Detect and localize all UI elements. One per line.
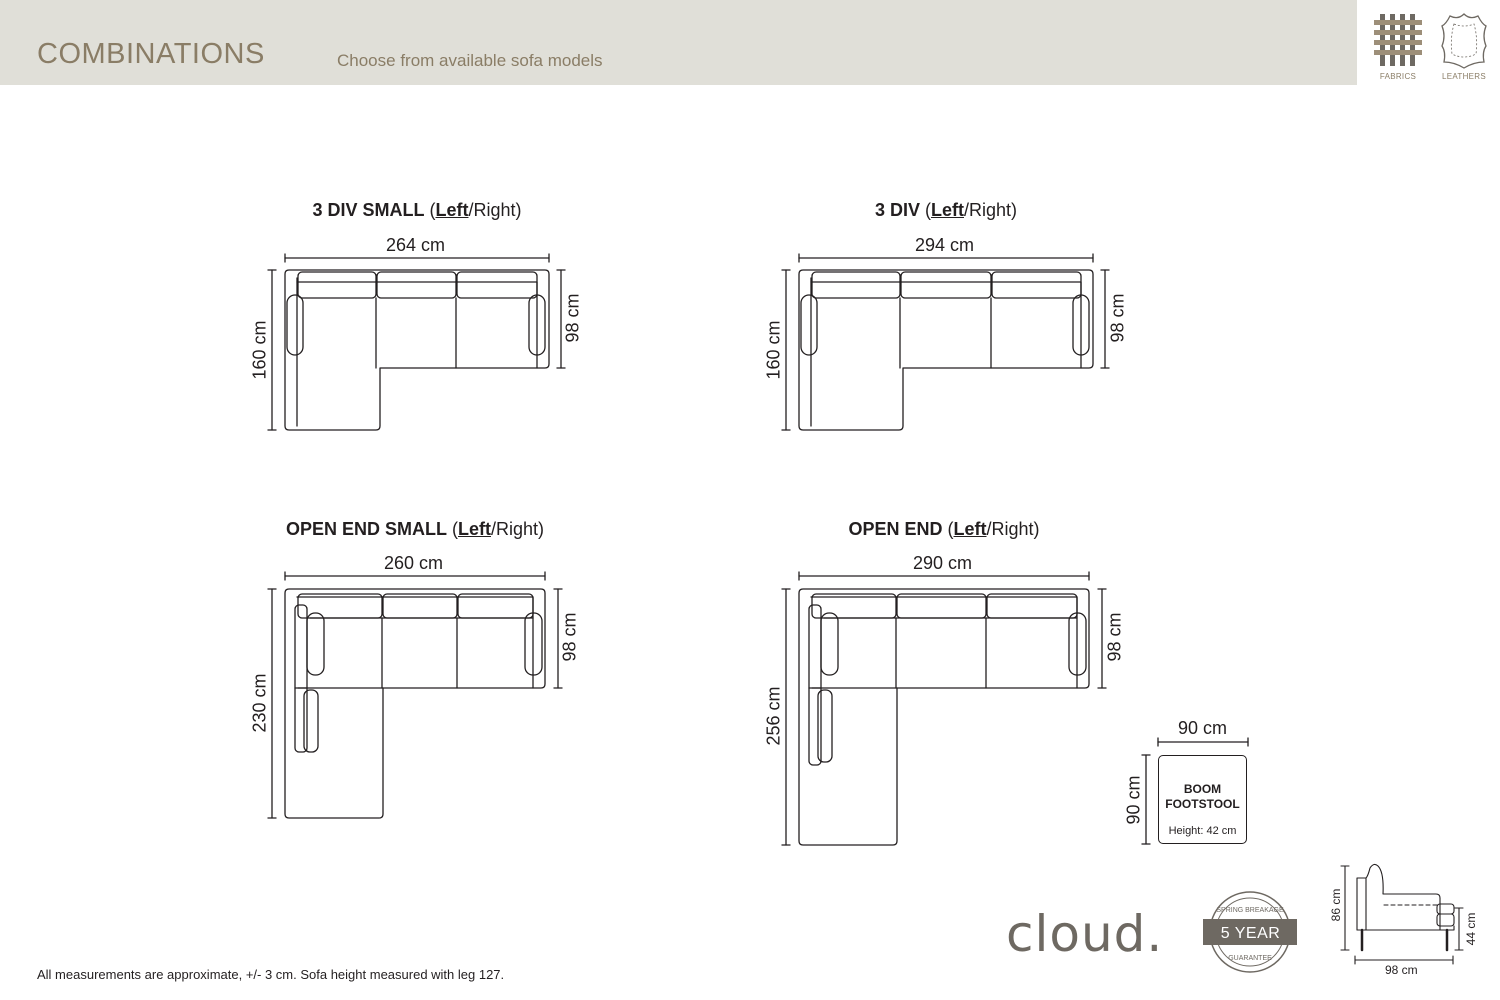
fabrics-label: FABRICS: [1379, 72, 1417, 81]
depth-label: 256 cm: [763, 686, 784, 746]
side-seat-height-label: 44 cm: [1464, 912, 1478, 946]
depth-label: 230 cm: [249, 673, 270, 733]
footstool-depth-label: 90 cm: [1123, 775, 1144, 825]
seat-depth-label: 98 cm: [1104, 612, 1125, 662]
footstool-name-line1: BOOM: [1183, 782, 1222, 796]
model-name: OPEN END: [848, 519, 943, 539]
sofa-diagram-open-end-small: [268, 572, 562, 818]
seat-depth-label: 98 cm: [562, 293, 583, 343]
sofa-side-view: [1341, 864, 1463, 964]
seat-depth-label: 98 cm: [559, 612, 580, 662]
width-label: 260 cm: [384, 553, 444, 573]
model-name: 3 DIV: [874, 200, 921, 220]
footnote: All measurements are approximate, +/- 3 cm. Sofa height measured with leg 127.: [37, 967, 505, 982]
sofa-diagram-3-div: [782, 254, 1109, 430]
badge-main-text: 5 YEAR: [1220, 925, 1281, 942]
leathers-label: LEATHERS: [1441, 72, 1487, 81]
footstool-name: [1159, 782, 1246, 812]
side-depth-label: 98 cm: [1385, 963, 1418, 977]
right-option[interactable]: /Right): [468, 200, 522, 220]
depth-label: 160 cm: [763, 320, 784, 380]
model-name: OPEN END SMALL: [285, 519, 447, 539]
cloud-logo: cloud.: [1006, 905, 1164, 963]
depth-label: 160 cm: [249, 320, 270, 380]
width-label: 294 cm: [915, 235, 975, 255]
width-label: 264 cm: [386, 235, 446, 255]
badge-top-text: SPRING BREAKAGE: [1216, 907, 1284, 914]
width-label: 290 cm: [913, 553, 973, 573]
paren-open: (: [942, 519, 954, 539]
footstool-width-label: 90 cm: [1178, 718, 1228, 738]
right-option[interactable]: /Right): [491, 519, 545, 539]
left-option[interactable]: Left: [953, 519, 987, 539]
right-option[interactable]: /Right): [986, 519, 1040, 539]
paren-open: (: [920, 200, 932, 220]
paren-open: (: [447, 519, 458, 539]
left-option[interactable]: Left: [435, 200, 469, 220]
model-name: 3 DIV SMALL: [312, 200, 425, 220]
footstool-name-line2: FOOTSTOOL: [1165, 797, 1240, 811]
left-option[interactable]: Left: [931, 200, 965, 220]
right-option[interactable]: /Right): [964, 200, 1018, 220]
sofa-diagram-open-end: [782, 572, 1106, 845]
seat-depth-label: 98 cm: [1107, 293, 1128, 343]
badge-bottom-text: GUARANTEE: [1228, 955, 1272, 962]
left-option[interactable]: Left: [458, 519, 491, 539]
sofa-diagram-3-div-small: [268, 254, 565, 430]
page-subtitle: Choose from available sofa models: [337, 51, 603, 70]
page-title: COMBINATIONS: [37, 38, 265, 70]
footstool-box: [1158, 755, 1247, 844]
paren-open: (: [424, 200, 436, 220]
side-height-label: 86 cm: [1329, 888, 1343, 922]
footstool-height: Height: 42 cm: [1168, 825, 1237, 837]
